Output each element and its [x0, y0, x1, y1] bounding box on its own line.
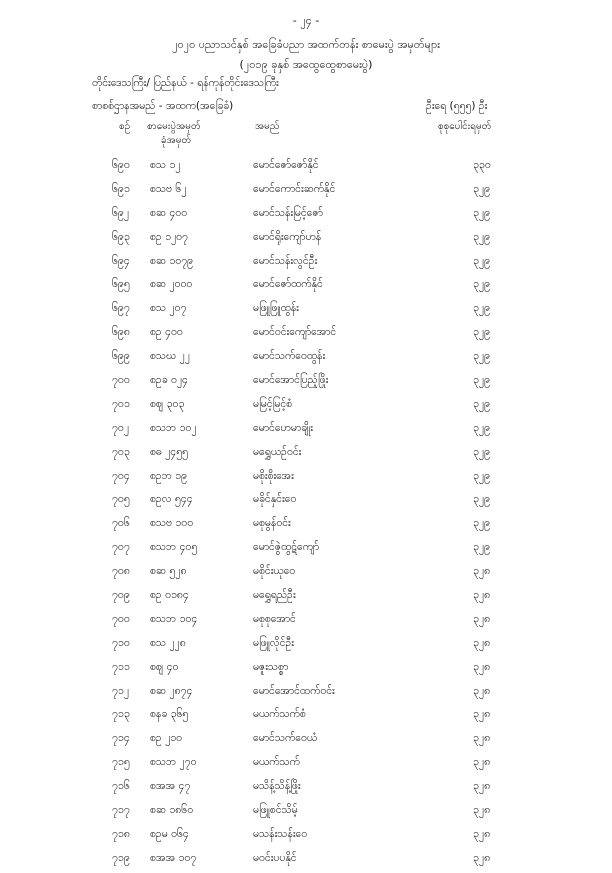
- roll-number: စဆ ၅၂၈: [150, 565, 187, 578]
- row-number: ၇၀၀: [112, 612, 130, 625]
- table-row: [0, 323, 612, 347]
- total-marks: ၃၂၉: [473, 254, 490, 267]
- total-marks: ၃၂၈: [473, 660, 491, 673]
- total-marks: ၃၂၉: [473, 278, 490, 291]
- total-marks: ၃၂၈: [473, 851, 491, 864]
- candidate-name: မောင်သန်းမြင့်ဇော်: [253, 206, 323, 219]
- candidate-name: မောင်သက်ဝေထွန်း: [253, 350, 326, 363]
- candidate-name: မောင်သန်းလွင်ဦး: [253, 254, 318, 267]
- candidate-name: မမြင့်မြင့်စံ: [253, 397, 293, 410]
- candidate-name: မောင်ဝင်းကျော်အောင်: [253, 326, 337, 339]
- roll-number: စဆ ၁၈၆၀: [150, 804, 194, 817]
- row-number: ၆၉၉: [112, 350, 130, 363]
- roll-number: စဥလ ၅၄၄: [150, 493, 193, 506]
- region-line: တိုင်းဒေသကြီး/ ပြည်နယ် - ရန်ကုန်တိုင်းဒေသကြီး: [92, 77, 279, 89]
- candidate-name: မဇူးသစ္စာ: [253, 660, 289, 673]
- roll-number: စသဘ ၁၀၂: [150, 421, 197, 434]
- document-subtitle: (၂၀၁၉ ခုနှစ် အထွေထွေစာမေးပွဲ): [239, 58, 373, 71]
- row-number: ၇၁၇: [112, 804, 130, 817]
- table-row: [0, 514, 612, 538]
- candidate-name: မဖြူစင်သိမ့်: [253, 804, 298, 817]
- row-number: ၇၀၈: [112, 565, 130, 578]
- column-header-roll-sub: ခုံအမှတ်: [161, 135, 192, 146]
- table-row: [0, 228, 612, 252]
- total-marks: ၃၂၈: [473, 636, 491, 649]
- roll-number: စဆ ၂၀၀၀: [150, 278, 193, 291]
- row-number: ၇၀၁: [112, 397, 130, 410]
- table-row: [0, 156, 612, 180]
- total-marks: ၃၃၀: [473, 159, 491, 171]
- total-marks: ၃၂၈: [473, 804, 491, 817]
- row-number: ၇၀၂: [112, 421, 129, 434]
- total-marks: ၃၂၉: [473, 206, 490, 219]
- roll-number: စသ ၂၂၈: [150, 636, 186, 649]
- roll-number: စသဘ ၁၀၄: [150, 612, 198, 625]
- total-marks: ၃၂၈: [473, 780, 491, 793]
- table-row: [0, 395, 612, 419]
- roll-number: စဆ ၂၈၇၄: [150, 684, 193, 697]
- table-row: [0, 490, 612, 514]
- candidate-name: မောင်ကောင်းဆက်နိုင်: [253, 182, 336, 195]
- total-marks: ၃၂၈: [473, 708, 491, 721]
- total-marks: ၃၂၉: [473, 302, 490, 315]
- total-marks: ၃၂၉: [473, 230, 490, 243]
- document-title: ၂၀၂၀ ပညာသင်နှစ် အခြေခံပညာ အထက်တန်း စာမေးပွဲ အမှတ်များ: [172, 38, 440, 51]
- column-header-marks: စုစုပေါင်းရမှတ်: [438, 121, 492, 132]
- candidate-name: မသိန့်သိန့်ဖြိုး: [253, 780, 301, 793]
- table-row: [0, 849, 612, 873]
- row-number: ၇၁၈: [112, 827, 130, 840]
- total-marks: ၃၂၈: [473, 827, 491, 840]
- roll-number: စနခ ၃၆၅: [150, 708, 189, 721]
- roll-number: စသဗ ၁၀၀: [150, 517, 194, 530]
- candidate-name: မောင်ဇော်ဇော်နိုင်: [253, 159, 319, 171]
- candidate-name: မောင်အောင်ပြည့်ဖြိုး: [253, 374, 329, 387]
- roll-number: စဥခ ၀၂၄: [150, 374, 188, 387]
- candidate-name: မဖြူဖြူထွန်း: [253, 302, 299, 315]
- row-number: ၇၁၀: [112, 636, 130, 649]
- roll-number: စဈ ၃၀၃: [150, 397, 185, 410]
- table-row: [0, 371, 612, 395]
- roll-number: စဥ ၁၂၀၇: [150, 230, 188, 243]
- roll-number: စဈ ၄၀: [150, 660, 179, 673]
- table-row: [0, 801, 612, 825]
- total-marks: ၃၂၈: [473, 565, 491, 578]
- total-marks: ၃၂၈: [473, 684, 491, 697]
- row-number: ၇၁၅: [112, 756, 130, 769]
- roll-number: စသ ၁၂: [150, 159, 181, 171]
- total-marks: ၃၂၉: [473, 350, 490, 363]
- roll-number: စဓ ၂၄၅၅: [150, 445, 189, 458]
- total-marks: ၃၂၉: [473, 374, 490, 387]
- roll-number: စဆ ၄၀၀: [150, 206, 188, 219]
- total-marks: ၃၂၉: [473, 493, 490, 506]
- total-marks: ၃၂၉: [473, 541, 490, 554]
- candidate-name: မယက်သက်: [253, 756, 300, 769]
- roll-number: စဥဘ ၁၉: [150, 469, 187, 482]
- row-number: ၆၉၁: [112, 182, 130, 195]
- row-number: ၇၀၅: [112, 493, 130, 506]
- row-number: ၆၉၄: [112, 254, 130, 267]
- roll-number: စအအ ၁၀၇: [150, 851, 197, 864]
- table-row: [0, 347, 612, 371]
- candidate-name: မယက်သက်စံ: [253, 708, 306, 721]
- page-number: - ၂၄ -: [292, 14, 320, 27]
- roll-number: စအအ ၄၇: [150, 780, 191, 793]
- total-marks: ၃၂၈: [473, 732, 491, 745]
- table-row: [0, 634, 612, 658]
- row-number: ၆၉၂: [112, 206, 129, 219]
- table-row: [0, 538, 612, 562]
- roll-number: စဥမ ၀၆၄: [150, 827, 189, 840]
- candidate-name: မခိုင်နှင်းဝေ: [253, 493, 297, 506]
- row-number: ၇၁၉: [112, 851, 130, 864]
- table-row: [0, 586, 612, 610]
- candidate-name: မရွှေယဉ်ဝင်း: [253, 445, 302, 458]
- candidate-name: မစိုးစိုးအေး: [253, 469, 294, 482]
- row-number: ၆၉၇: [112, 302, 130, 315]
- row-number: ၇၀၉: [112, 589, 130, 602]
- row-number: ၆၉၀: [112, 159, 130, 171]
- candidate-name: မောင်အောင်ထက်ဝင်း: [253, 684, 335, 697]
- table-row: [0, 729, 612, 753]
- exam-center-line: စာစစ်ဌာနအမည် - အထက(အခြေခံ): [92, 100, 234, 112]
- candidate-name: မဖြူလိုင်ဦး: [253, 636, 294, 649]
- table-row: [0, 204, 612, 228]
- row-number: ၇၀၇: [112, 541, 130, 554]
- candidate-name: မောင်ဇွဲထွဋ်ကျော်: [253, 541, 320, 554]
- total-marks: ၃၂၈: [473, 612, 491, 625]
- column-header-roll: [147, 120, 257, 148]
- total-marks: ၃၂၉: [473, 469, 490, 482]
- table-row: [0, 825, 612, 849]
- candidate-name: မစိုင်းယုဝေ: [253, 565, 296, 578]
- roll-number: စဥ ၀၁၈၄: [150, 589, 189, 602]
- table-row: [0, 705, 612, 729]
- row-number: ၇၀၃: [112, 445, 130, 458]
- table-row: [0, 658, 612, 682]
- table-row: [0, 777, 612, 801]
- row-number: ၇၁၁: [112, 660, 130, 673]
- roll-number: စသဃ ၂၂: [150, 350, 190, 363]
- roll-number: စဆ ၁၀၇၉: [150, 254, 194, 267]
- roll-number: စသဘ ၄၀၅: [150, 541, 198, 554]
- results-table: [0, 156, 612, 873]
- column-header-name: အမည်: [255, 121, 280, 132]
- candidate-name: မရွှေရည်ဦး: [253, 589, 296, 602]
- candidate-count: ဦးရေ (၅၅၅) ဦး: [426, 100, 488, 112]
- candidate-name: မစုမွန်ဝင်း: [253, 517, 291, 530]
- total-marks: ၃၂၈: [473, 756, 491, 769]
- candidate-name: မစုစုအောင်: [253, 612, 296, 625]
- total-marks: ၃၂၉: [473, 326, 490, 339]
- candidate-name: မောင်သက်ဝေယံ: [253, 732, 318, 745]
- row-number: ၇၁၃: [112, 708, 130, 721]
- roll-number: စဥ ၄၀၀: [150, 326, 183, 339]
- roll-number: စသ ၂၀၇: [150, 302, 187, 315]
- row-number: ၆၉၃: [112, 230, 130, 243]
- candidate-name: မဝင်းပပနိုင်: [253, 851, 297, 864]
- row-number: ၆၉၈: [112, 326, 130, 339]
- table-row: [0, 419, 612, 443]
- column-header-roll-label: စာမေးပွဲအမှတ်: [147, 121, 201, 132]
- total-marks: ၃၂၈: [473, 589, 491, 602]
- table-row: [0, 180, 612, 204]
- table-row: [0, 275, 612, 299]
- roll-number: စဥ ၂၁၀: [150, 732, 183, 745]
- roll-number: စသဘ ၂၇၀: [150, 756, 197, 769]
- table-row: [0, 299, 612, 323]
- candidate-name: မောင်ရိုးကျော်ဟန်: [253, 230, 322, 243]
- total-marks: ၃၂၉: [473, 445, 490, 458]
- row-number: ၇၁၄: [112, 732, 130, 745]
- table-row: [0, 562, 612, 586]
- total-marks: ၃၂၉: [473, 182, 490, 195]
- row-number: ၇၀၄: [112, 469, 130, 482]
- column-header-no: စဉ်: [119, 121, 131, 132]
- candidate-name: မောင်ဟေမာချိုး: [253, 421, 313, 434]
- row-number: ၇၀၀: [112, 374, 130, 387]
- roll-number: စသဗ ၆၂: [150, 182, 187, 195]
- total-marks: ၃၂၉: [473, 517, 490, 530]
- table-row: [0, 252, 612, 276]
- row-number: ၆၉၅: [112, 278, 130, 291]
- table-row: [0, 443, 612, 467]
- table-row: [0, 610, 612, 634]
- table-row: [0, 467, 612, 491]
- total-marks: ၃၂၉: [473, 397, 490, 410]
- row-number: ၇၁၆: [112, 780, 130, 793]
- table-row: [0, 682, 612, 706]
- candidate-name: မသန်းသန်းဝေ: [253, 827, 308, 840]
- row-number: ၇၀၆: [112, 517, 130, 530]
- row-number: ၇၁၂: [112, 684, 129, 697]
- table-row: [0, 753, 612, 777]
- total-marks: ၃၂၉: [473, 421, 490, 434]
- candidate-name: မောင်ဇော်ထက်နိုင်: [253, 278, 323, 291]
